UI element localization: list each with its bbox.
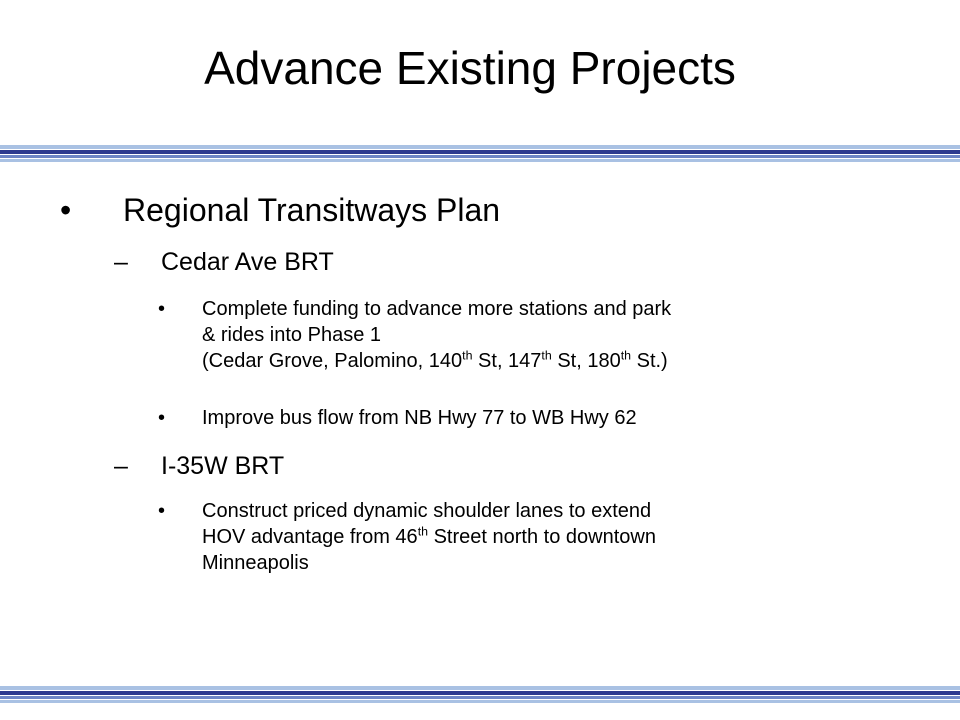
bottom-divider-band bbox=[0, 686, 960, 703]
bullet-marker: • bbox=[158, 500, 166, 522]
top-divider-band bbox=[0, 145, 960, 162]
item-line: Complete funding to advance more stations and park bbox=[202, 298, 672, 320]
item-line: & rides into Phase 1 bbox=[202, 324, 381, 346]
dash-marker: – bbox=[114, 248, 128, 276]
item-text bbox=[202, 296, 882, 374]
bullet-marker: • bbox=[60, 192, 72, 228]
superscript: th bbox=[417, 524, 429, 539]
item-line: Construct priced dynamic shoulder lanes to extend bbox=[202, 500, 652, 522]
text-run: HOV advantage from 46 bbox=[202, 526, 418, 548]
bullet-text: Regional Transitways Plan bbox=[123, 192, 501, 228]
band-stripe-light bbox=[0, 700, 960, 703]
item-text bbox=[202, 498, 882, 576]
subheading-text: Cedar Ave BRT bbox=[161, 248, 334, 276]
text-run: St.) bbox=[631, 350, 668, 372]
bullet-marker: • bbox=[158, 407, 166, 429]
superscript: th bbox=[462, 348, 473, 363]
dash-marker: – bbox=[114, 452, 128, 480]
item-line: Improve bus flow from NB Hwy 77 to WB Hwy 62 bbox=[202, 407, 637, 429]
text-run: St, 147 bbox=[472, 350, 542, 372]
superscript: th bbox=[620, 348, 632, 363]
item-line: Minneapolis bbox=[202, 552, 309, 574]
item-line bbox=[202, 348, 882, 374]
item-line bbox=[202, 524, 882, 550]
bullet-marker: • bbox=[158, 298, 166, 320]
subheading-text: I-35W BRT bbox=[161, 452, 285, 480]
text-run: Street north to downtown bbox=[428, 526, 656, 548]
band-stripe-light bbox=[0, 159, 960, 162]
text-run: (Cedar Grove, Palomino, 140 bbox=[202, 350, 463, 372]
superscript: th bbox=[541, 348, 552, 363]
slide-title: Advance Existing Projects bbox=[204, 42, 736, 94]
item-text bbox=[202, 405, 882, 431]
text-run: St, 180 bbox=[551, 350, 621, 372]
